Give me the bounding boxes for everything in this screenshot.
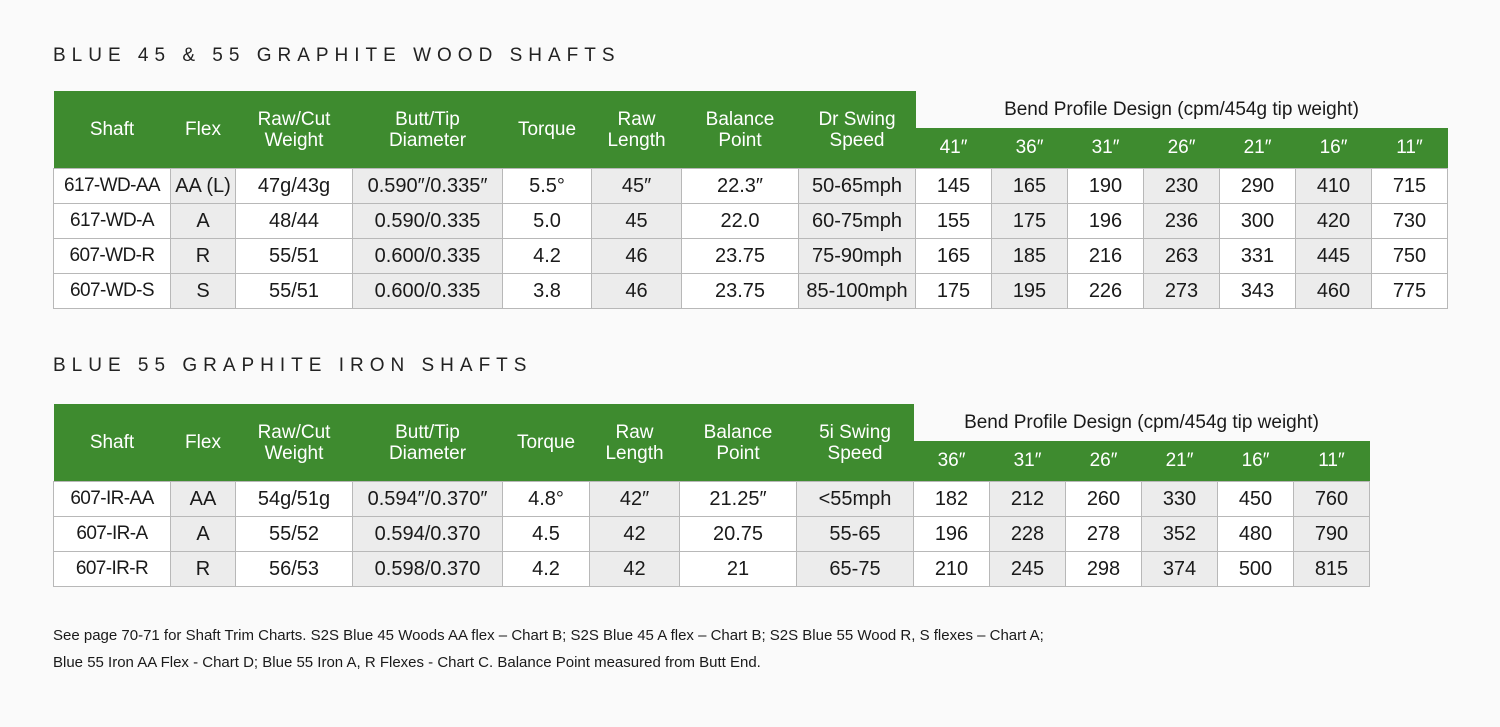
bend-col-header: 31″ <box>990 441 1066 482</box>
table-cell: 175 <box>992 204 1068 239</box>
table-cell: 55-65 <box>797 517 914 552</box>
table-cell: 196 <box>1068 204 1144 239</box>
col-header-shaft: Shaft <box>54 404 171 482</box>
table-cell: 75-90mph <box>799 239 916 274</box>
table-cell: 216 <box>1068 239 1144 274</box>
table-cell: 46 <box>592 274 682 309</box>
table-cell: 23.75 <box>682 274 799 309</box>
table-cell: 48/44 <box>236 204 353 239</box>
table-cell: 4.2 <box>503 239 592 274</box>
table-cell: 155 <box>916 204 992 239</box>
shaft-model-cell: 617-WD-A <box>54 204 171 239</box>
table-cell: 790 <box>1294 517 1370 552</box>
table-cell: 331 <box>1220 239 1296 274</box>
col-header-torque: Torque <box>503 91 592 169</box>
table-cell: 228 <box>990 517 1066 552</box>
footnote <box>53 622 1044 676</box>
table-row <box>54 169 1448 204</box>
table-cell: 4.8° <box>503 482 590 517</box>
table-cell: 230 <box>1144 169 1220 204</box>
col-header-balance: Balance Point <box>682 91 799 169</box>
table-row <box>54 482 1370 517</box>
table-cell: 4.5 <box>503 517 590 552</box>
col-header-shaft: Shaft <box>54 91 171 169</box>
table-cell: S <box>171 274 236 309</box>
table-cell: 750 <box>1372 239 1448 274</box>
shaft-model-cell: 617-WD-AA <box>54 169 171 204</box>
bend-col-header: 11″ <box>1294 441 1370 482</box>
table-cell: 55/51 <box>236 274 353 309</box>
table-cell: 210 <box>914 552 990 587</box>
table-cell: 56/53 <box>236 552 353 587</box>
bend-col-header: 16″ <box>1296 128 1372 169</box>
table-cell: 196 <box>914 517 990 552</box>
col-header-flex: Flex <box>171 91 236 169</box>
table-cell: 715 <box>1372 169 1448 204</box>
table-cell: 22.3″ <box>682 169 799 204</box>
iron-shafts-table <box>53 404 1370 587</box>
table-row <box>54 274 1448 309</box>
table-cell: 175 <box>916 274 992 309</box>
table-cell: 343 <box>1220 274 1296 309</box>
iron-section-title: BLUE 55 GRAPHITE IRON SHAFTS <box>53 355 533 376</box>
bend-profile-title: Bend Profile Design (cpm/454g tip weight) <box>914 404 1370 441</box>
col-header-weight: Raw/Cut Weight <box>236 91 353 169</box>
table-cell: 410 <box>1296 169 1372 204</box>
table-cell: 42 <box>590 517 680 552</box>
table-cell: 0.600/0.335 <box>353 274 503 309</box>
table-cell: 4.2 <box>503 552 590 587</box>
table-row <box>54 517 1370 552</box>
bend-col-header: 26″ <box>1144 128 1220 169</box>
table-cell: 85-100mph <box>799 274 916 309</box>
table-cell: 374 <box>1142 552 1218 587</box>
table-cell: R <box>171 239 236 274</box>
table-cell: 445 <box>1296 239 1372 274</box>
table-cell: 5.0 <box>503 204 592 239</box>
table-cell: 50-65mph <box>799 169 916 204</box>
col-header-balance: Balance Point <box>680 404 797 482</box>
table-cell: 21.25″ <box>680 482 797 517</box>
table-cell: 195 <box>992 274 1068 309</box>
table-cell: 54g/51g <box>236 482 353 517</box>
table-cell: 47g/43g <box>236 169 353 204</box>
bend-profile-title: Bend Profile Design (cpm/454g tip weight) <box>916 91 1448 128</box>
table-cell: 5.5° <box>503 169 592 204</box>
footnote-line-2: Blue 55 Iron AA Flex - Chart D; Blue 55 Iron A, R Flexes - Chart C. Balance Point measured from Butt End. <box>53 654 761 671</box>
table-cell: 263 <box>1144 239 1220 274</box>
table-cell: 3.8 <box>503 274 592 309</box>
col-header-length: Raw Length <box>590 404 680 482</box>
col-header-swing-speed: 5i Swing Speed <box>797 404 914 482</box>
bend-col-header: 31″ <box>1068 128 1144 169</box>
shaft-model-cell: 607-IR-R <box>54 552 171 587</box>
bend-col-header: 11″ <box>1372 128 1448 169</box>
wood-section-title: BLUE 45 & 55 GRAPHITE WOOD SHAFTS <box>53 45 621 66</box>
table-cell: 165 <box>916 239 992 274</box>
table-cell: 460 <box>1296 274 1372 309</box>
table-cell: 298 <box>1066 552 1142 587</box>
shaft-model-cell: 607-IR-A <box>54 517 171 552</box>
table-cell: R <box>171 552 236 587</box>
table-row <box>54 239 1448 274</box>
bend-col-header: 36″ <box>914 441 990 482</box>
table-cell: 290 <box>1220 169 1296 204</box>
table-cell: 23.75 <box>682 239 799 274</box>
table-cell: 480 <box>1218 517 1294 552</box>
shaft-model-cell: 607-IR-AA <box>54 482 171 517</box>
table-cell: 22.0 <box>682 204 799 239</box>
table-cell: 42 <box>590 552 680 587</box>
table-cell: 0.594/0.370 <box>353 517 503 552</box>
col-header-length: Raw Length <box>592 91 682 169</box>
table-cell: 815 <box>1294 552 1370 587</box>
bend-col-header: 36″ <box>992 128 1068 169</box>
col-header-diameter: Butt/Tip Diameter <box>353 91 503 169</box>
table-cell: 45 <box>592 204 682 239</box>
table-cell: 42″ <box>590 482 680 517</box>
table-cell: 760 <box>1294 482 1370 517</box>
table-cell: 260 <box>1066 482 1142 517</box>
table-cell: 500 <box>1218 552 1294 587</box>
table-cell: 55/51 <box>236 239 353 274</box>
table-cell: 185 <box>992 239 1068 274</box>
footnote-line-1: See page 70-71 for Shaft Trim Charts. S2S Blue 45 Woods AA flex – Chart B; S2S Blue 45 A flex – Chart B; S2S Blue 55 Wood R, S flexes – Chart A; <box>53 627 1044 644</box>
shaft-model-cell: 607-WD-R <box>54 239 171 274</box>
table-cell: 0.590″/0.335″ <box>353 169 503 204</box>
table-cell: 0.590/0.335 <box>353 204 503 239</box>
col-header-torque: Torque <box>503 404 590 482</box>
table-cell: 775 <box>1372 274 1448 309</box>
table-cell: 273 <box>1144 274 1220 309</box>
table-row <box>54 204 1448 239</box>
table-cell: AA <box>171 482 236 517</box>
bend-col-header: 41″ <box>916 128 992 169</box>
table-cell: 60-75mph <box>799 204 916 239</box>
table-cell: 730 <box>1372 204 1448 239</box>
table-cell: 278 <box>1066 517 1142 552</box>
table-row <box>54 552 1370 587</box>
table-cell: 212 <box>990 482 1066 517</box>
table-cell: 165 <box>992 169 1068 204</box>
table-cell: 65-75 <box>797 552 914 587</box>
table-cell: 182 <box>914 482 990 517</box>
table-cell: AA (L) <box>171 169 236 204</box>
bend-col-header: 21″ <box>1220 128 1296 169</box>
wood-shafts-table <box>53 91 1448 309</box>
table-cell: 190 <box>1068 169 1144 204</box>
table-cell: 245 <box>990 552 1066 587</box>
table-cell: 0.594″/0.370″ <box>353 482 503 517</box>
table-cell: 0.598/0.370 <box>353 552 503 587</box>
col-header-weight: Raw/Cut Weight <box>236 404 353 482</box>
col-header-flex: Flex <box>171 404 236 482</box>
col-header-diameter: Butt/Tip Diameter <box>353 404 503 482</box>
table-cell: 236 <box>1144 204 1220 239</box>
table-cell: 145 <box>916 169 992 204</box>
table-cell: 0.600/0.335 <box>353 239 503 274</box>
table-cell: 300 <box>1220 204 1296 239</box>
table-cell: A <box>171 204 236 239</box>
table-cell: 46 <box>592 239 682 274</box>
table-cell: 330 <box>1142 482 1218 517</box>
bend-col-header: 16″ <box>1218 441 1294 482</box>
table-cell: 226 <box>1068 274 1144 309</box>
shaft-model-cell: 607-WD-S <box>54 274 171 309</box>
table-cell: 450 <box>1218 482 1294 517</box>
col-header-swing-speed: Dr Swing Speed <box>799 91 916 169</box>
table-cell: 21 <box>680 552 797 587</box>
table-cell: 45″ <box>592 169 682 204</box>
bend-col-header: 21″ <box>1142 441 1218 482</box>
table-cell: 55/52 <box>236 517 353 552</box>
table-cell: 352 <box>1142 517 1218 552</box>
table-cell: 420 <box>1296 204 1372 239</box>
table-cell: <55mph <box>797 482 914 517</box>
table-cell: 20.75 <box>680 517 797 552</box>
table-cell: A <box>171 517 236 552</box>
bend-col-header: 26″ <box>1066 441 1142 482</box>
